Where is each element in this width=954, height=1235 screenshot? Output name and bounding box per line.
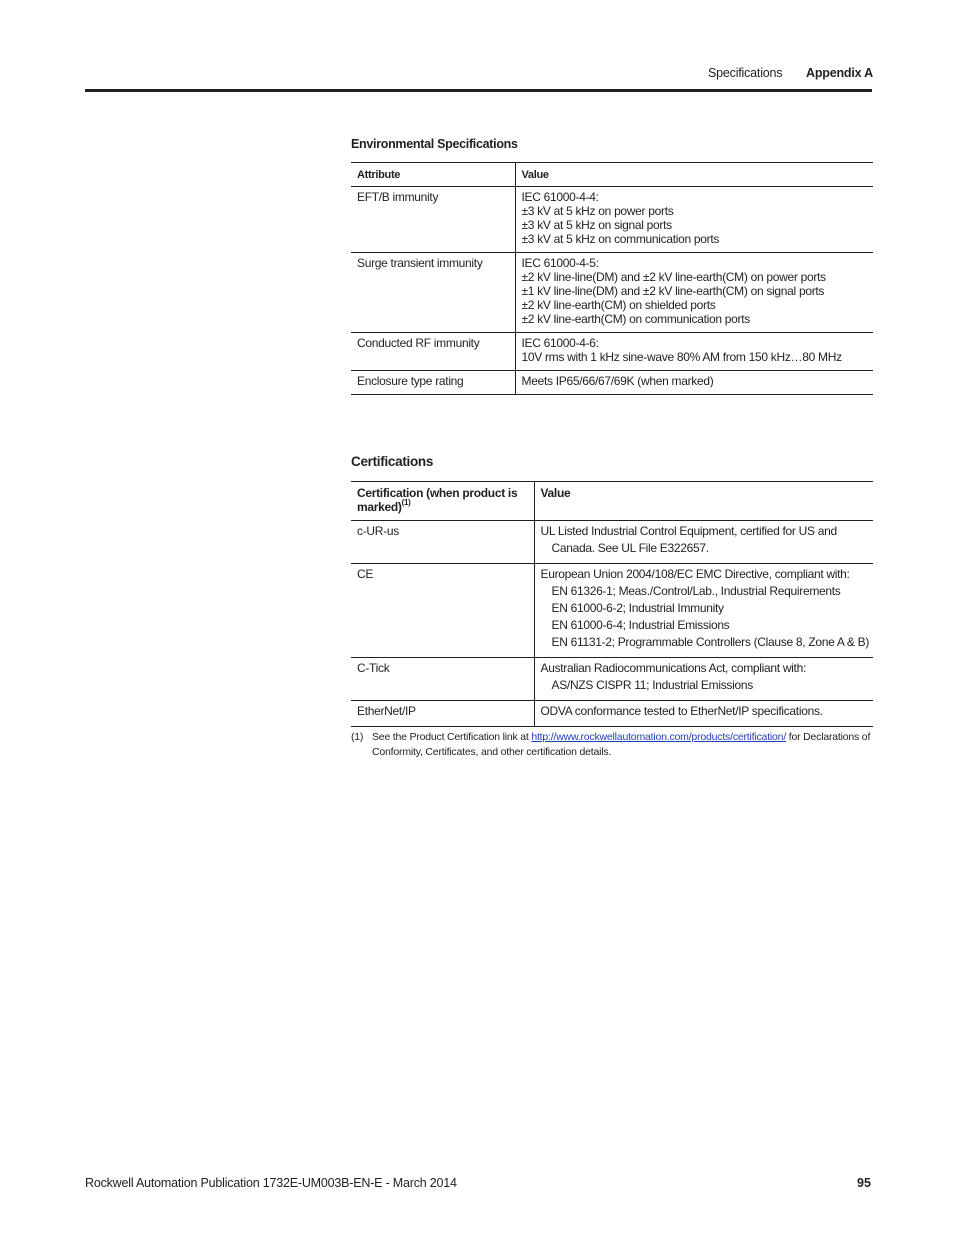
value-cell xyxy=(534,658,873,701)
value-cell xyxy=(515,371,873,395)
value-line: EN 61326-1; Meas./Control/Lab., Industrial Requirements xyxy=(551,584,841,598)
value-cell xyxy=(534,701,873,727)
value-line: ±2 kV line-line(DM) and ±2 kV line-earth(CM) on power ports xyxy=(521,270,826,284)
value-line: ±3 kV at 5 kHz on signal ports xyxy=(521,218,672,232)
value-line: ±3 kV at 5 kHz on communication ports xyxy=(521,232,720,246)
header-rule xyxy=(85,89,872,92)
header-section-label: Specifications xyxy=(708,66,783,80)
footnote-text xyxy=(372,730,873,760)
value-line: IEC 61000-4-6: xyxy=(521,336,599,350)
table-header-row xyxy=(351,163,873,187)
value-cell xyxy=(515,333,873,371)
value-line: ±2 kV line-earth(CM) on shielded ports xyxy=(521,298,716,312)
table-row xyxy=(351,701,873,727)
footnote-ref: (1) xyxy=(401,498,411,507)
environmental-specs-table xyxy=(351,162,873,395)
column-header-attribute: Attribute xyxy=(351,163,515,187)
footnote-text-before: See the Product Certification link at xyxy=(372,731,532,743)
value-cell xyxy=(534,564,873,658)
value-line: Australian Radiocommunications Act, compliant with: xyxy=(540,661,806,675)
value-line: IEC 61000-4-5: xyxy=(521,256,599,270)
value-line: AS/NZS CISPR 11; Industrial Emissions xyxy=(551,678,753,692)
value-line: ±2 kV line-earth(CM) on communication ports xyxy=(521,312,750,326)
table-header-row xyxy=(351,482,873,521)
certifications-title: Certifications xyxy=(351,454,434,469)
attribute-cell: c-UR-us xyxy=(351,521,534,564)
table-row xyxy=(351,253,873,333)
column-header-value: Value xyxy=(534,482,873,521)
attribute-cell: C-Tick xyxy=(351,658,534,701)
table-row xyxy=(351,187,873,253)
value-line: EN 61000-6-2; Industrial Immunity xyxy=(551,601,724,615)
value-line: Meets IP65/66/67/69K (when marked) xyxy=(521,374,714,388)
header-appendix-label: Appendix A xyxy=(806,66,873,80)
column-header-value: Value xyxy=(515,163,873,187)
value-line: UL Listed Industrial Control Equipment, certified for US and xyxy=(540,524,837,538)
value-line: IEC 61000-4-4: xyxy=(521,190,599,204)
value-cell xyxy=(515,187,873,253)
table-row xyxy=(351,371,873,395)
value-cell xyxy=(515,253,873,333)
page-number: 95 xyxy=(857,1176,871,1190)
value-line: 10V rms with 1 kHz sine-wave 80% AM from 150 kHz…80 MHz xyxy=(521,350,842,364)
value-line: EN 61131-2; Programmable Controllers (Clause 8, Zone A & B) xyxy=(551,635,870,649)
attribute-cell: EFT/B immunity xyxy=(351,187,515,253)
value-line: ±1 kV line-line(DM) and ±2 kV line-earth(CM) on signal ports xyxy=(521,284,825,298)
attribute-cell: Enclosure type rating xyxy=(351,371,515,395)
footer-publication: Rockwell Automation Publication 1732E-UM003B-EN-E - March 2014 xyxy=(85,1176,457,1190)
attribute-cell: CE xyxy=(351,564,534,658)
table-row xyxy=(351,521,873,564)
certifications-table xyxy=(351,481,873,727)
table-row xyxy=(351,333,873,371)
value-cell xyxy=(534,521,873,564)
footnote xyxy=(351,730,873,760)
footnote-text-after: for Declarations of Conformity, Certificates, and other certification details. xyxy=(372,731,871,758)
value-line: ODVA conformance tested to EtherNet/IP specifications. xyxy=(540,704,823,718)
table-row xyxy=(351,658,873,701)
attribute-cell: EtherNet/IP xyxy=(351,701,534,727)
attribute-cell: Conducted RF immunity xyxy=(351,333,515,371)
column-header-label: Certification (when product is marked) xyxy=(357,486,518,514)
certification-link[interactable]: http://www.rockwellautomation.com/products/certification/ xyxy=(531,731,787,743)
value-line: European Union 2004/108/EC EMC Directive, compliant with: xyxy=(540,567,850,581)
environmental-specs-title: Environmental Specifications xyxy=(351,137,518,151)
table-row xyxy=(351,564,873,658)
value-line: EN 61000-6-4; Industrial Emissions xyxy=(551,618,730,632)
footnote-number: (1) xyxy=(351,731,364,743)
column-header-certification xyxy=(351,482,534,521)
value-line: ±3 kV at 5 kHz on power ports xyxy=(521,204,674,218)
value-line: Canada. See UL File E322657. xyxy=(551,541,709,555)
attribute-cell: Surge transient immunity xyxy=(351,253,515,333)
